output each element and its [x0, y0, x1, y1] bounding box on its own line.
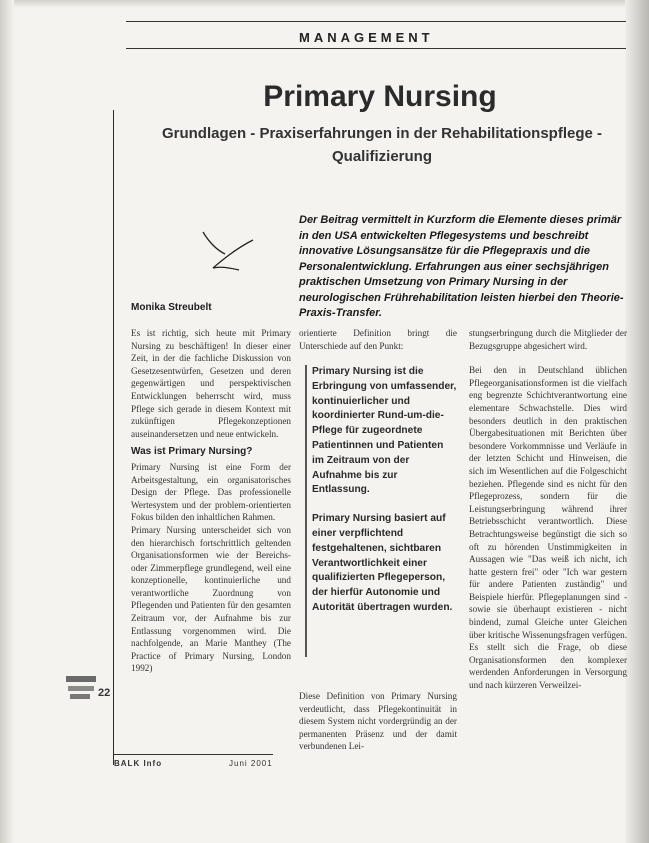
column-2-top: orientierte Definition bringt die Unterschiede auf den Punkt:	[299, 328, 457, 351]
pullquote-definition-1: Primary Nursing ist die Erbringung von umfassender, kontinuierlicher und koordinierter Rund-um-die-Pflege für zugeordnete Patientinnen und Patienten im Zeitraum von der Aufnahme bis zur Entlassung.	[312, 366, 457, 496]
column-2-bottom: Diese Definition von Primary Nursing verdeutlicht, dass Pflegekontinuität in diesem System nicht vordergründig an der permanenten Präsenz und der damit verbundenen Lei-	[299, 691, 457, 752]
article-subtitle	[132, 122, 632, 168]
column-3-para-1: stungserbringung durch die Mitglieder der Bezugsgruppe abgesichert wird.	[469, 328, 627, 351]
section-label: MANAGEMENT	[299, 30, 434, 45]
pullquote-definition-2: Primary Nursing basiert auf einer verpflichtend festgehaltenen, sichtbaren Verantwortlichkeit einer qualifizierten Pflegeperson, der hierfür Autonomie und Autorität übertragen wurden.	[312, 513, 453, 613]
page-number: 22	[98, 687, 111, 699]
column-3-para-2: Bei den in Deutschland üblichen Pflegeorganisationsformen ist die vielfach eng begrenzte Schichtverantwortung eine elementare Schwachstelle. Dies wird besonders deutlich in den praktischen Übergabesituationen mit Berichten über besondere Vorkommnisse und Verläufe in der letzten Schicht und Hinweisen, die sich im Wesentlichen auf die Folgeschicht beziehen. Pflegende sind es nicht für den Pflegeprozess, sondern für die Leistungserbringung während ihrer Betriebsschicht verantwortlich. Diese Betrachtungsweise begünstigt die sich so oft zu hörenden Unstimmigkeiten in Aussagen wie "Das weiß ich nicht, ich hatte gestern frei" oder "Ich war gestern für andere Patienten zuständig" und Beispiele hierfür. Pflegeplanungen sind - sowie sie überhaupt existieren - nicht bindend, zumal Gleiche unter Gleichen über kritische Wissenungsfragen verfügen. Es stellt sich die Frage, ob diese Organisationsformen den komplexer werdenden Anforderungen in Versorgung und nach kürzeren Verweilzei-	[469, 365, 627, 691]
subtitle-line-2: Qualifizierung	[331, 148, 432, 165]
article-lead: Der Beitrag vermittelt in Kurzform die Elemente dieses primär in den USA entwickelten Pflegesystems und beschreibt innovative Lösungsansätze für die Pflegepraxis und die Personalentwicklung. Erfahrungen aus einer sechsjährigen praktischen Umsetzung von Primary Nursing in der neurologischen Frührehabilitation leisten hierbei den Theorie-Praxis-Transfer.	[299, 214, 624, 319]
footer-date: Juni 2001	[229, 759, 273, 768]
footer-rule	[113, 754, 273, 755]
header-rule-bottom	[126, 48, 626, 49]
footer-journal: BALK Info	[114, 759, 163, 768]
sheet-edge-line	[113, 110, 114, 765]
column-1-intro: Es ist richtig, sich heute mit Primary Nursing zu beschäftigen! In dieser einer Zeit, in der die fachliche Diskussion von Gesetzesentwürfen, Gesetzen und deren gegenwärtigen und perspektivischen Entwicklungen beherrscht wird, muss Pflege sich gerade in diesem Kontext mit zukünftigen Pflegekonzeptionen auseinandersetzen und neue entwickeln.	[131, 328, 291, 439]
scan-edge-left	[0, 0, 14, 843]
column-3	[469, 327, 627, 692]
author-name: Monika Streubelt	[131, 302, 212, 313]
article-title: Primary Nursing	[263, 80, 497, 113]
subtitle-line-1: Grundlagen - Praxiserfahrungen in der Rehabilitationspflege -	[161, 125, 603, 142]
pen-scribble-mark	[195, 228, 265, 276]
header-rule-top	[126, 21, 626, 22]
column-1	[131, 327, 291, 675]
column-1-para-2: Primary Nursing ist eine Form der Arbeitsgestaltung, ein organisatorisches Design der Pflege. Das professionelle Wertesystem und der problem-orientierten Fokus bilden den inhaltlichen Rahmen.	[131, 461, 291, 523]
column-1-heading: Was ist Primary Nursing?	[131, 446, 253, 458]
scan-edge-top	[0, 0, 649, 8]
definition-pullquote	[305, 365, 458, 657]
column-1-para-3: Primary Nursing unterscheidet sich von den hierarchisch fortschrittlich geltenden Organisationsformen wie der Bereichs- oder Zimmerpflege grundlegend, weil eine konzeptionelle, kontinuierliche und verantwortliche Zuordnung von Pflegenden und Patienten für den gesamten Zeitraum vor, der Aufnahme bis zur Entlassung vorgenommen wird. Die nachfolgende, an Marie Manthey (The Practice of Primary Nursing, London 1992)	[131, 524, 291, 674]
